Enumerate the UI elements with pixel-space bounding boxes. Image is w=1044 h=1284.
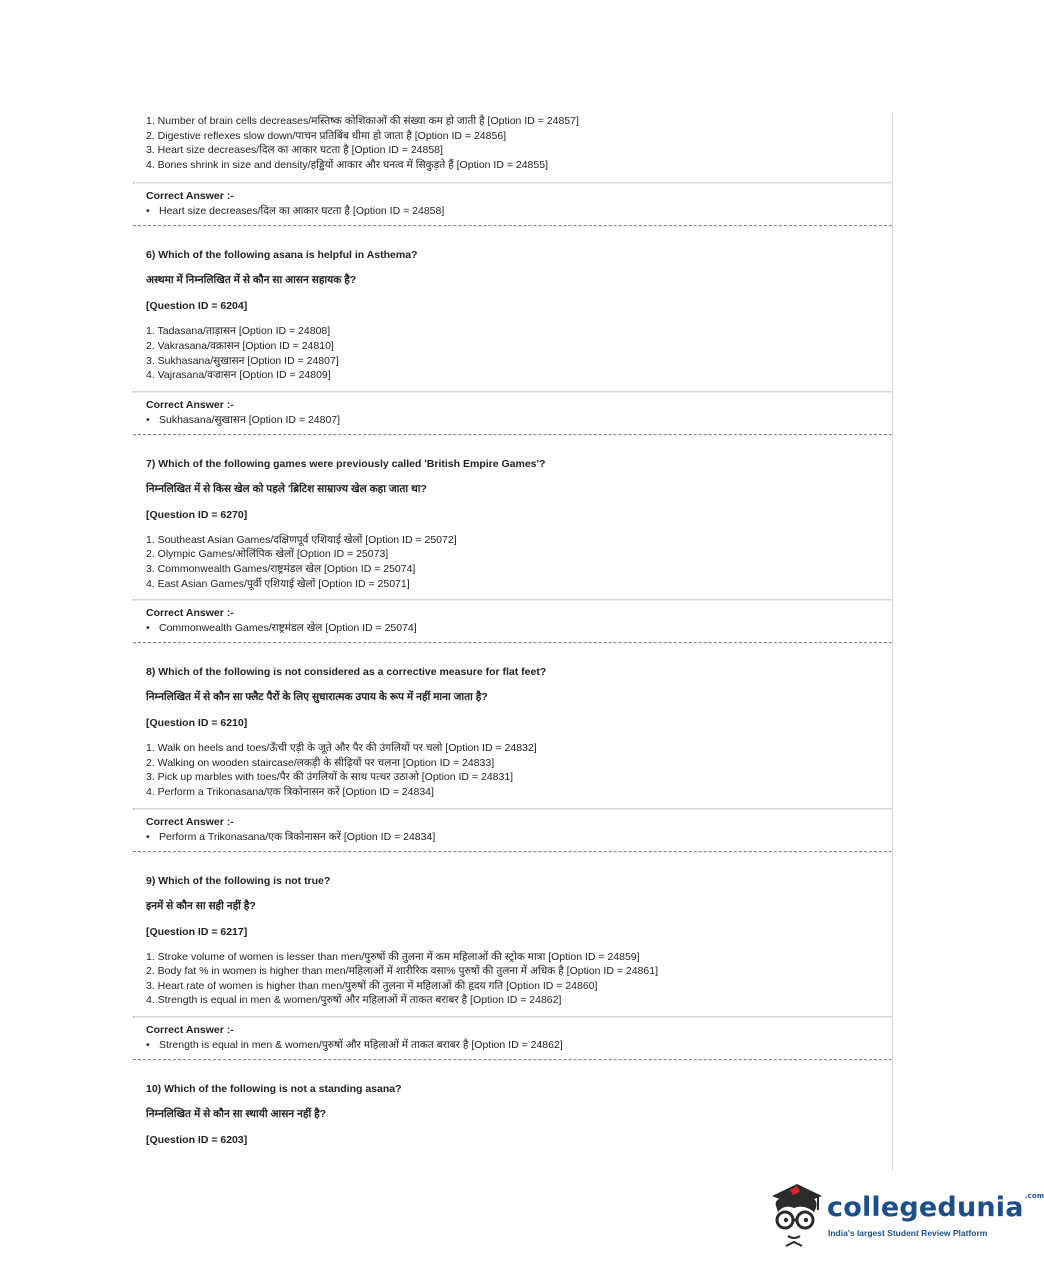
question-block <box>133 853 892 940</box>
option-item: 3. Sukhasana/सुखासन [Option ID = 24807] <box>146 354 339 367</box>
correct-answer-item: • Perform a Trikonasana/एक त्रिकोनासन करें [Option ID = 24834] <box>146 830 436 843</box>
option-list <box>133 533 892 591</box>
question-block <box>133 1061 892 1148</box>
correct-answer-section <box>133 393 892 428</box>
question-block <box>133 436 892 523</box>
question-text-en: 8) Which of the following is not considered as a corrective measure for flat feet? <box>146 666 547 679</box>
question-text-en: 10) Which of the following is not a standing asana? <box>146 1082 402 1095</box>
option-list <box>133 324 892 382</box>
brand-name: collegedunia$^{.com}$ <box>827 1192 1044 1223</box>
correct-answer-section <box>133 1018 892 1053</box>
bullet-icon: • <box>146 205 150 218</box>
correct-answer-section <box>133 184 892 219</box>
bullet-icon: • <box>146 413 150 426</box>
question-text-hi: निम्नलिखित में से कौन सा फ्लैट पैरों के लिए सुधारात्मक उपाय के रूप में नहीं माना जाता है? <box>146 691 488 704</box>
question-text-hi: निम्नलिखित में से किस खेल को पहले 'ब्रिटिश साम्राज्य खेल कहा जाता था? <box>146 482 427 495</box>
brand-tagline: India's largest Student Review Platform <box>828 1228 988 1238</box>
correct-answer-label: Correct Answer :- <box>146 607 234 620</box>
option-item: 3. Heart size decreases/दिल का आकार घटता है [Option ID = 24858] <box>146 144 443 157</box>
collegedunia-logo <box>764 1176 1044 1252</box>
correct-answer-item: • Heart size decreases/दिल का आकार घटता है [Option ID = 24858] <box>146 205 445 218</box>
bullet-icon: • <box>146 1038 150 1051</box>
bullet-icon: • <box>146 622 150 635</box>
question-text-en: 7) Which of the following games were previously called 'British Empire Games'? <box>146 457 546 470</box>
question-text-en: 6) Which of the following asana is helpful in Asthema? <box>146 249 418 262</box>
correct-answer-item: • Strength is equal in men & women/पुरुषों और महिलाओं में ताकत बराबर है [Option ID = 24862] <box>146 1038 563 1051</box>
question-id: [Question ID = 6203] <box>146 1133 248 1146</box>
option-list <box>133 114 892 172</box>
option-item: 4. Vajrasana/वज्रासन [Option ID = 24809] <box>146 369 331 382</box>
correct-answer-label: Correct Answer :- <box>146 190 234 203</box>
option-item: 2. Digestive reflexes slow down/पाचन प्रतिबिंब धीमा हो जाता है [Option ID = 24856] <box>146 129 507 142</box>
option-item: 3. Heart rate of women is higher than men/पुरुषों की तुलना में महिलाओं की हृदय गति [Option ID = 24860] <box>146 979 598 992</box>
option-item: 1. Tadasana/ताड़ासन [Option ID = 24808] <box>146 325 331 338</box>
option-item: 1. Stroke volume of women is lesser than men/पुरुषों की तुलना में कम महिलाओं की स्ट्रोक मात्रा [Option ID = 24859] <box>146 950 640 963</box>
correct-answer-label: Correct Answer :- <box>146 1023 234 1036</box>
question-id: [Question ID = 6217] <box>146 925 248 938</box>
option-item: 1. Number of brain cells decreases/मस्तिष्क कोशिकाओं की संख्या कम हो जाती है [Option ID = 24857] <box>146 115 579 127</box>
question-text-hi: इनमें से कौन सा सही नहीं है? <box>146 899 256 912</box>
correct-answer-item: • Commonwealth Games/राष्ट्रमंडल खेल [Option ID = 25074] <box>146 622 417 635</box>
option-item: 2. Olympic Games/ओलिंपिक खेलों [Option ID = 25073] <box>146 548 389 561</box>
question-block <box>133 227 892 314</box>
option-item: 1. Walk on heels and toes/ऊँची एड़ी के जूते और पैर की उंगलियों पर चलो [Option ID = 24832] <box>146 742 537 755</box>
option-item: 4. Strength is equal in men & women/पुरुषों और महिलाओं में ताकत बराबर है [Option ID = 24862] <box>146 994 562 1007</box>
student-mascot-icon <box>764 1176 826 1250</box>
question-id: [Question ID = 6204] <box>146 300 248 313</box>
question-sheet <box>133 114 893 1171</box>
option-item: 4. Perform a Trikonasana/एक त्रिकोनासन करें [Option ID = 24834] <box>146 785 434 798</box>
option-item: 2. Walking on wooden staircase/लकड़ी के सीढ़ियों पर चलना [Option ID = 24833] <box>146 756 495 769</box>
question-id: [Question ID = 6210] <box>146 717 248 730</box>
correct-answer-label: Correct Answer :- <box>146 815 234 828</box>
option-list <box>133 950 892 1008</box>
option-item: 4. East Asian Games/पूर्वी एशियाई खेलों [Option ID = 25071] <box>146 577 410 590</box>
question-id: [Question ID = 6270] <box>146 508 248 521</box>
correct-answer-section <box>133 601 892 636</box>
option-item: 2. Body fat % in women is higher than men/महिलाओं में शारीरिक वसा% पुरुषों की तुलना में अधिक है [Option ID = 24861] <box>146 965 658 978</box>
correct-answer-section <box>133 810 892 845</box>
option-item: 4. Bones shrink in size and density/हड्डियों आकार और घनत्व में सिकुड़ते हैं [Option ID = 24855] <box>146 158 548 171</box>
question-block <box>133 644 892 731</box>
option-list <box>133 741 892 799</box>
question-text-hi: अस्थमा में निम्नलिखित में से कौन सा आसन सहायक है? <box>146 274 357 287</box>
question-text-hi: निम्नलिखित में से कौन सा स्थायी आसन नहीं है? <box>146 1107 327 1120</box>
question-text-en: 9) Which of the following is not true? <box>146 874 331 887</box>
option-item: 2. Vakrasana/वक्रासन [Option ID = 24810] <box>146 339 334 352</box>
option-item: 1. Southeast Asian Games/दक्षिणपूर्व एशियाई खेलों [Option ID = 25072] <box>146 533 457 546</box>
bullet-icon: • <box>146 830 150 843</box>
correct-answer-label: Correct Answer :- <box>146 398 234 411</box>
option-item: 3. Pick up marbles with toes/पैर की उंगलियों के साथ पत्थर उठाओ [Option ID = 24831] <box>146 771 514 784</box>
correct-answer-item: • Sukhasana/सुखासन [Option ID = 24807] <box>146 413 341 426</box>
option-item: 3. Commonwealth Games/राष्ट्रमंडल खेल [Option ID = 25074] <box>146 562 416 575</box>
brand-suffix: .com <box>1024 1192 1044 1200</box>
